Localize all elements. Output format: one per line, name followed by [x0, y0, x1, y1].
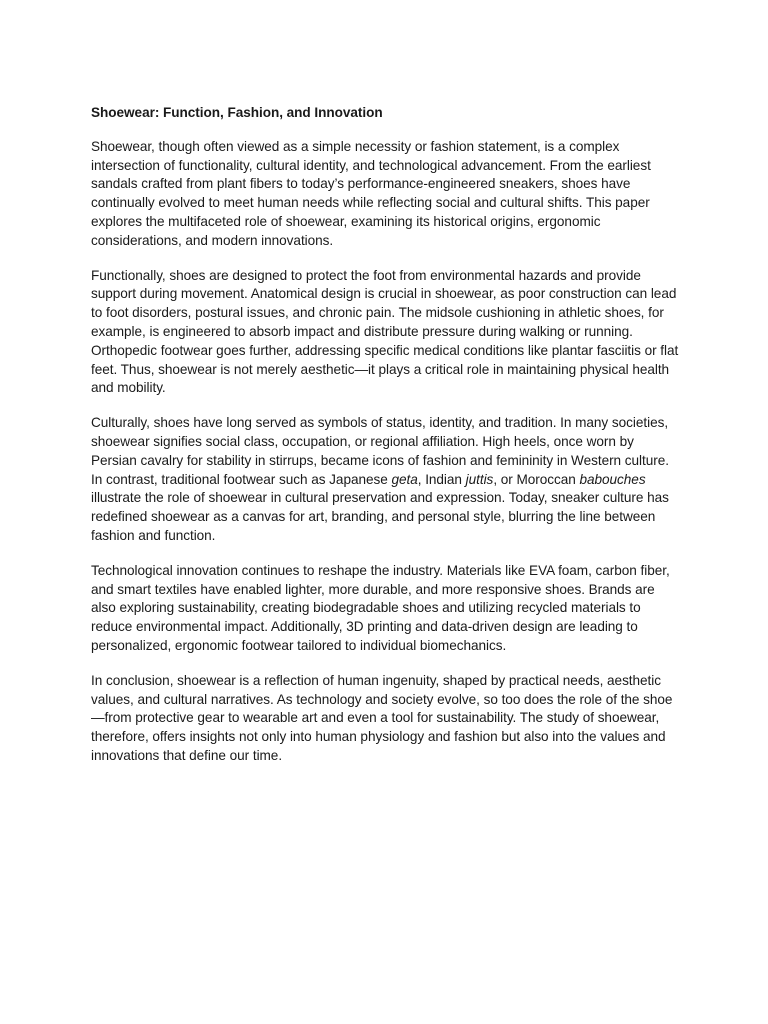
paragraph-text: illustrate the role of shoewear in cultural preservation and expression. Today, sneaker culture has redefined shoewear as a canvas for art, branding, and personal style, blurring the line between fashion and function. — [91, 490, 669, 543]
paragraph-text: , Indian — [417, 471, 466, 487]
paragraph-culture — [91, 414, 683, 546]
paragraph-technology — [91, 562, 683, 656]
paragraph-text: Functionally, shoes are designed to protect the foot from environmental hazards and provide support during movement. Anatomical design is crucial in shoewear, as poor construction can lead to foot disorders, postural issues, and chronic pain. The midsole cushioning in athletic shoes, for example, is engineered to absorb impact and distribute pressure during walking or running. Orthopedic footwear goes further, addressing specific medical conditions like plantar fasciitis or flat feet. Thus, shoewear is not merely aesthetic—it plays a critical role in maintaining physical health and mobility. — [91, 267, 679, 396]
paragraph-text: Culturally, shoes have long served as symbols of status, identity, and tradition. In many societies, shoewear signifies social class, occupation, or regional affiliation. High heels, once worn by Persian cavalry for stability in stirrups, became icons of fashion and femininity in Western culture. In contrast, traditional footwear such as Japanese — [91, 415, 669, 487]
italic-term-geta: geta — [391, 471, 418, 487]
document-title: Shoewear: Function, Fashion, and Innovation — [91, 105, 383, 120]
paragraph-text: Shoewear, though often viewed as a simple necessity or fashion statement, is a complex intersection of functionality, cultural identity, and technological advancement. From the earliest sandals crafted from plant fibers to today’s performance-engineered sneakers, shoes have continually evolved to meet human needs while reflecting social and cultural shifts. This paper explores the multifaceted role of shoewear, examining its historical origins, ergonomic considerations, and modern innovations. — [91, 138, 651, 248]
document-page — [91, 104, 683, 782]
paragraph-text: , or Moroccan — [493, 471, 580, 487]
italic-term-juttis: juttis — [465, 471, 494, 487]
paragraph-function — [91, 267, 683, 399]
paragraph-text: Technological innovation continues to reshape the industry. Materials like EVA foam, carbon fiber, and smart textiles have enabled lighter, more durable, and more responsive shoes. Brands are also exploring sustainability, creating biodegradable shoes and utilizing recycled materials to reduce environmental impact. Additionally, 3D printing and data-driven design are leading to personalized, ergonomic footwear tailored to individual biomechanics. — [91, 562, 670, 653]
paragraph-text: In conclusion, shoewear is a reflection of human ingenuity, shaped by practical needs, aesthetic values, and cultural narratives. As technology and society evolve, so too does the role of the shoe—from protective gear to wearable art and even a tool for sustainability. The study of shoewear, therefore, offers insights not only into human physiology and fashion but also into the values and innovations that define our time. — [91, 672, 673, 763]
italic-term-babouches: babouches — [579, 471, 646, 487]
paragraph-conclusion — [91, 672, 683, 766]
paragraph-introduction — [91, 138, 683, 251]
